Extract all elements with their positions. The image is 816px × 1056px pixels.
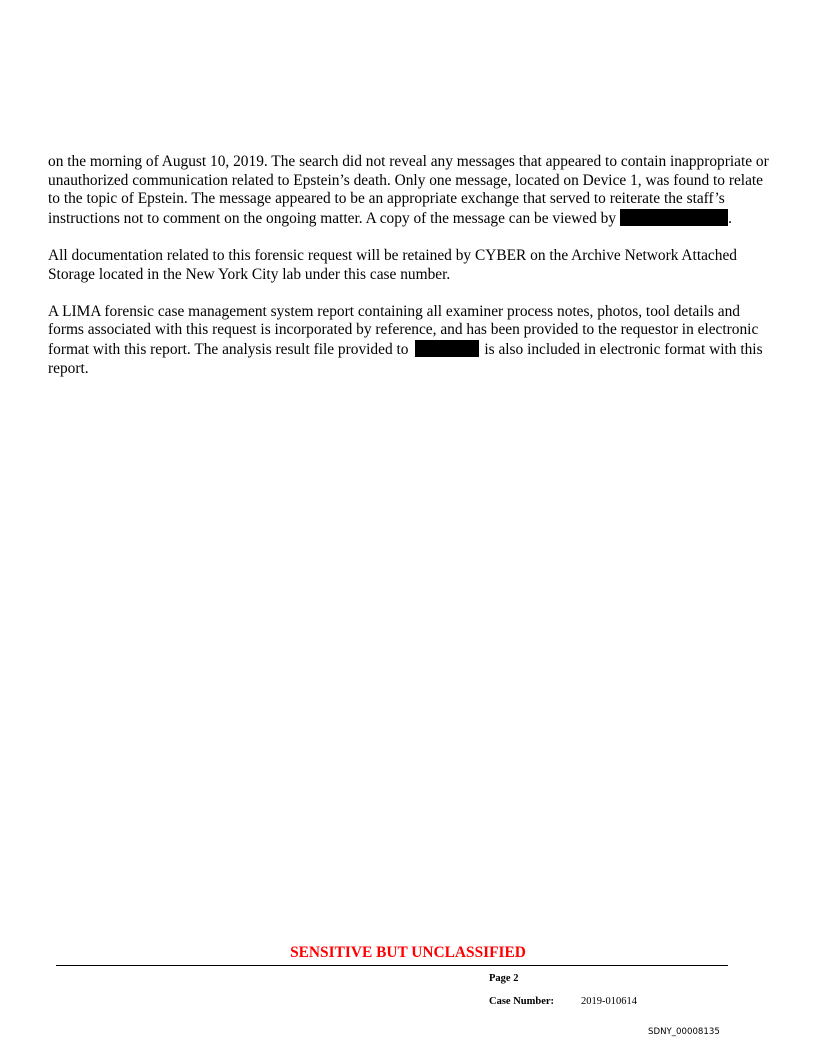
case-number-label: Case Number:: [489, 996, 555, 1007]
paragraph-documentation-retention: All documentation related to this forensic request will be retained by CYBER on the Archive Network Attached Storage located in the New York City lab under this case number.: [48, 246, 737, 283]
redaction-box: [415, 340, 479, 357]
paragraph-3-text: A LIMA forensic case management system report containing all examiner process notes, photos, tool details and forms associated with this request is incorporated by reference, and has been provided to the requestor in electronic format with this report. The analysis result file provided to: [48, 302, 759, 358]
paragraph-lima-report: [48, 303, 778, 378]
paragraph-1-end: .: [728, 209, 732, 227]
report-body: [48, 153, 778, 397]
page-number: Page 2: [489, 973, 519, 984]
bates-number: SDNY_00008135: [648, 1027, 720, 1037]
paragraph-1-text: on the morning of August 10, 2019. The search did not reveal any messages that appeared to contain inappropriate or unauthorized communication related to Epstein’s death. Only one message, located on Device 1, was found to relate to the topic of Epstein. The message appeared to be an appropriate exchange that served to reiterate the staff’s instructions not to comment on the ongoing matter. A copy of the message can be viewed by: [48, 153, 769, 227]
footer-divider: [56, 965, 728, 966]
redaction-box: [620, 209, 728, 226]
case-number-value: 2019-010614: [581, 996, 637, 1007]
paragraph-3-end: is also included in electronic format with this report.: [48, 340, 763, 377]
paragraph-message-search: [48, 153, 778, 228]
classification-banner: SENSITIVE BUT UNCLASSIFIED: [290, 944, 526, 961]
